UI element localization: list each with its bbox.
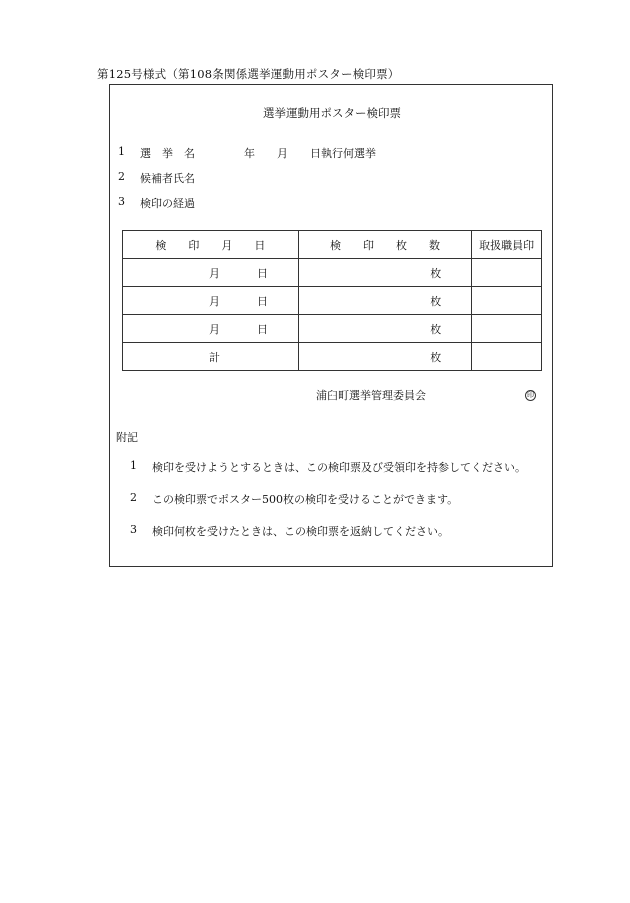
item-1-value: 年 月 日執行何選挙: [244, 147, 376, 160]
table-row: [123, 287, 542, 315]
form-heading: 選挙運動用ポスター検印票: [263, 106, 401, 120]
count-cell: 枚: [298, 315, 471, 343]
item-2-label: 候補者氏名: [140, 172, 195, 185]
day-label: 日: [257, 322, 268, 336]
notes-title: 附記: [116, 431, 138, 444]
note-1-text: 検印を受けようとするときは、この検印票及び受領印を持参してください。: [152, 461, 526, 474]
count-cell: 枚: [298, 287, 471, 315]
header-staff-seal: 取扱職員印: [472, 231, 542, 259]
table-row: [123, 315, 542, 343]
note-2-text: この検印票でポスター500枚の検印を受けることができます。: [152, 493, 459, 506]
count-cell: 枚: [298, 259, 471, 287]
day-label: 日: [257, 294, 268, 308]
table-row: [123, 259, 542, 287]
committee-name: 浦臼町選挙管理委員会: [316, 389, 426, 402]
total-count-cell: 枚: [298, 343, 471, 371]
header-stamp-count: 検 印 枚 数: [298, 231, 471, 259]
table-header-row: [123, 231, 542, 259]
seal-icon: 印: [527, 391, 534, 399]
total-label: 計: [209, 350, 220, 364]
day-label: 日: [257, 266, 268, 280]
note-1-number: 1: [130, 459, 137, 472]
item-1-number: 1: [118, 145, 125, 158]
note-3-number: 3: [130, 523, 137, 536]
month-label: 月: [209, 294, 220, 308]
item-3-label: 検印の経過: [140, 197, 195, 210]
staff-seal-cell: [472, 343, 542, 371]
item-2-number: 2: [118, 170, 125, 183]
staff-seal-cell: [472, 287, 542, 315]
month-label: 月: [209, 266, 220, 280]
item-1-label: 選 挙 名: [140, 147, 195, 160]
date-cell: [123, 287, 299, 315]
item-3-number: 3: [118, 195, 125, 208]
stamp-ledger-table: [122, 230, 542, 371]
table-total-row: [123, 343, 542, 371]
form-number-title: 第125号様式（第108条関係選挙運動用ポスター検印票）: [97, 67, 400, 81]
month-label: 月: [209, 322, 220, 336]
header-stamp-date: 検 印 月 日: [123, 231, 299, 259]
date-cell: [123, 259, 299, 287]
seal-placeholder: [525, 387, 536, 401]
date-cell: [123, 315, 299, 343]
note-3-text: 検印何枚を受けたときは、この検印票を返納してください。: [152, 525, 449, 538]
ballot-stamp-form: [109, 84, 553, 567]
staff-seal-cell: [472, 259, 542, 287]
total-cell: [123, 343, 299, 371]
note-2-number: 2: [130, 491, 137, 504]
staff-seal-cell: [472, 315, 542, 343]
